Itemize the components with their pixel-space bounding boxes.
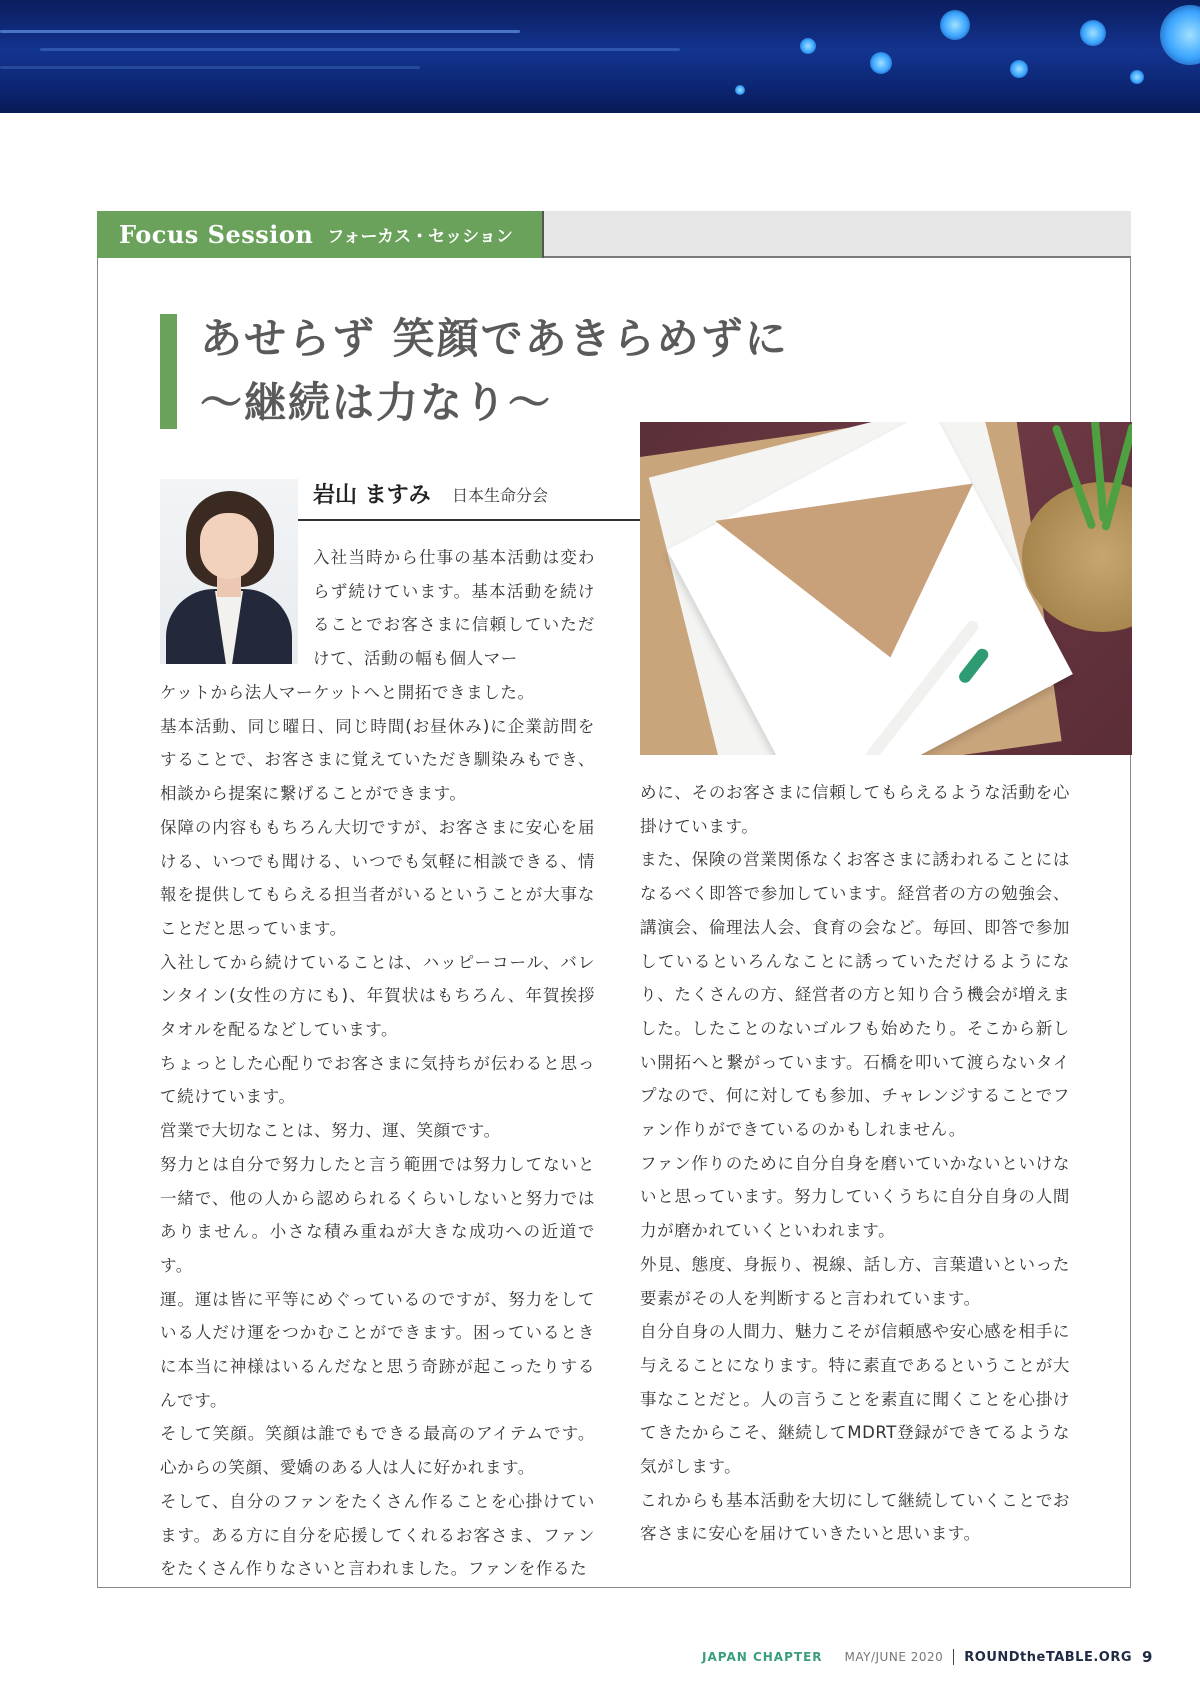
banner-light xyxy=(870,52,892,74)
section-label-jp: フォーカス・セッション xyxy=(327,227,513,247)
paragraph: 自分自身の人間力、魅力こそが信頼感や安心感を相手に与えることになります。特に素直であるということが大事なことだと。人の言うことを素直に聞くことを心掛けてきたからこそ、継続してMDRT登録ができてるような気がします。 xyxy=(640,1322,1070,1477)
banner-streak xyxy=(0,30,520,33)
left-column xyxy=(160,676,595,1586)
author-org: 日本生命分会 xyxy=(452,486,549,505)
title-accent-bar xyxy=(160,314,177,429)
banner-light xyxy=(800,38,816,54)
article-title xyxy=(200,307,789,435)
photo-face xyxy=(200,513,258,579)
paragraph: そして笑顔。笑顔は誰でもできる最高のアイテムです。心からの笑顔、愛嬌のある人は人に好かれます。 xyxy=(160,1424,595,1478)
banner-streak xyxy=(40,48,680,51)
footer-date: MAY/JUNE 2020 xyxy=(844,1650,944,1664)
banner-light xyxy=(1080,20,1106,46)
author-name: 岩山 ますみ xyxy=(313,483,431,508)
paragraph: 保障の内容ももちろん大切ですが、お客さまに安心を届ける、いつでも聞ける、いつでも気軽に相談できる、情報を提供してもらえる担当者がいるということが大事なことだと思っています。 xyxy=(160,817,595,938)
page-number: 9 xyxy=(1142,1648,1153,1666)
intro-paragraph: 入社当時から仕事の基本活動は変わらず続けています。基本活動を続けることでお客さまに信頼していただけて、活動の幅も個人マー xyxy=(313,548,595,669)
banner-light xyxy=(1010,60,1028,78)
paragraph: 努力とは自分で努力したと言う範囲では努力してないと一緒で、他の人から認められるくらいしないと努力ではありません。小さな積み重ねが大きな成功への近道です。 xyxy=(160,1154,595,1275)
paragraph: 入社してから続けていることは、ハッピーコール、バレンタイン(女性の方にも)、年賀状はもちろん、年賀挨拶タオルを配るなどしています。 xyxy=(160,952,595,1040)
author-photo xyxy=(160,479,298,664)
banner-light xyxy=(940,10,970,40)
paragraph: 運。運は皆に平等にめぐっているのですが、努力をしている人だけ運をつかむことができます。困っているときに本当に神様はいるんだなと思う奇跡が起こったりするんです。 xyxy=(160,1289,595,1410)
right-column xyxy=(640,776,1070,1551)
footer-site: ROUNDtheTABLE.ORG xyxy=(964,1649,1133,1665)
intro-text xyxy=(313,541,595,676)
paragraph: そして、自分のファンをたくさん作ることを心掛けています。ある方に自分を応援してくれるお客さま、ファンをたくさん作りなさいと言われました。ファンを作るた xyxy=(160,1491,595,1579)
author-divider xyxy=(298,519,640,521)
footer-separator xyxy=(953,1649,954,1665)
paragraph: これからも基本活動を大切にして継続していくことでお客さまに安心を届けていきたいと思います。 xyxy=(640,1490,1070,1544)
paragraph: また、保険の営業関係なくお客さまに誘われることにはなるべく即答で参加しています。経営者の方の勉強会、講演会、倫理法人会、食育の会など。毎回、即答で参加しているといろんなことに誘っていただけるようになり、たくさんの方、経営者の方と知り合う機会が増えました。したことのないゴルフも始めたり。そこから新しい開拓へと繋がっています。石橋を叩いて渡らないタイプなので、何に対しても参加、チャレンジすることでファン作りができているのかもしれません。 xyxy=(640,850,1070,1140)
envelope-photo xyxy=(640,422,1132,755)
paragraph: 基本活動、同じ曜日、同じ時間(お昼休み)に企業訪問をすることで、お客さまに覚えていただき馴染みもでき、相談から提案に繋げることができます。 xyxy=(160,716,595,804)
header-banner xyxy=(0,0,1200,113)
title-line-2: 〜継続は力なり〜 xyxy=(200,378,553,427)
title-line-1: あせらず 笑顔であきらめずに xyxy=(200,314,789,363)
paragraph: ファン作りのために自分自身を磨いていかないといけないと思っています。努力していくうちに自分自身の人間力が磨かれていくといわれます。 xyxy=(640,1153,1070,1241)
paragraph: ケットから法人マーケットへと開拓できました。 xyxy=(160,683,535,702)
page-footer xyxy=(702,1646,1152,1668)
paragraph: ちょっとした心配りでお客さまに気持ちが伝わると思って続けています。 xyxy=(160,1053,595,1107)
banner-light xyxy=(1160,5,1200,65)
banner-light xyxy=(1130,70,1144,84)
banner-streak xyxy=(0,66,420,69)
footer-chapter: JAPAN CHAPTER xyxy=(702,1650,823,1664)
paragraph: 外見、態度、身振り、視線、話し方、言葉遣いといった要素がその人を判断すると言われています。 xyxy=(640,1254,1070,1308)
paragraph: めに、そのお客さまに信頼してもらえるような活動を心掛けています。 xyxy=(640,783,1070,836)
section-tab xyxy=(97,211,544,258)
paragraph: 営業で大切なことは、努力、運、笑顔です。 xyxy=(160,1121,501,1141)
section-label-en: Focus Session xyxy=(119,220,314,249)
banner-light xyxy=(735,85,745,95)
